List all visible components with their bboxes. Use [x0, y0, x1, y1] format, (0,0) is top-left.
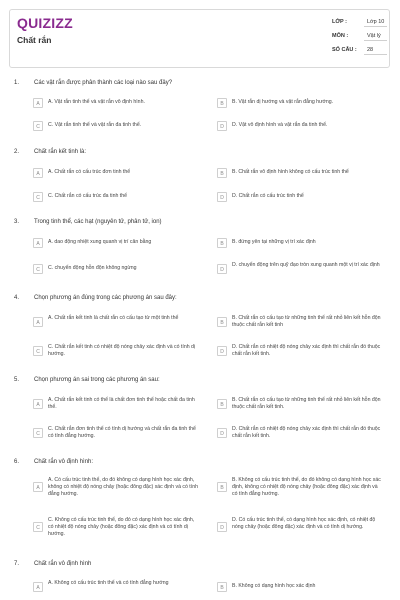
question-text: Các vật rắn được phân thành các loại nào sau đây? [34, 80, 173, 86]
option-badge: C [33, 522, 43, 532]
option-badge: D [217, 522, 227, 532]
option-text: D. chuyển động trên quỹ đạo tròn xung quanh một vị trí xác định [232, 262, 380, 268]
option-d[interactable] [217, 192, 389, 206]
question-number: 4. [14, 295, 20, 301]
option-a[interactable] [33, 168, 208, 182]
option-text: C. Không có cấu trúc tinh thể, do đó có dạng hình học xác định, có nhiệt độ nóng chảy (hoặc đông đặc) xác định và có tính dị hướng. [48, 517, 195, 537]
option-text: B. Không có dạng hình học xác định [232, 583, 316, 589]
option-badge: A [33, 317, 43, 327]
option-d[interactable] [217, 261, 389, 275]
question-text: Chất rắn vô định hình [34, 561, 92, 567]
option-text: A. Có cấu trúc tinh thể, do đó không có dạng hình học xác định, không có nhiệt độ nóng chảy (hoặc đông đặc) xác định và có tính đẳng hướng. [48, 477, 198, 497]
option-text: B. đứng yên tại những vị trí xác định [232, 239, 316, 245]
question-text: Chất rắn vô định hình: [34, 459, 94, 465]
option-d[interactable] [217, 425, 389, 439]
option-badge: A [33, 238, 43, 248]
option-text: C. Vật rắn tinh thể và vật rắn đa tinh thể. [48, 122, 142, 128]
option-d[interactable] [217, 121, 389, 135]
option-text: B. Không có cấu trúc tinh thể, do đó không có dạng hình học xác định, không có nhiệt độ nóng chảy (hoặc đông đặc) xác định và có tính đẳng hướng. [232, 477, 381, 497]
option-badge: B [217, 168, 227, 178]
option-badge: C [33, 346, 43, 356]
option-c[interactable] [33, 192, 208, 206]
option-text: C. chuyển động hỗn độn không ngừng [48, 265, 137, 271]
option-text: B. Chất rắn có cấu tạo từ những tinh thể rất nhỏ liên kết hỗn độn thuộc chất rắn kết tinh [232, 315, 381, 328]
option-badge: B [217, 582, 227, 592]
option-c[interactable] [33, 264, 208, 278]
option-badge: C [33, 192, 43, 202]
option-c[interactable] [33, 425, 208, 439]
option-badge: D [217, 346, 227, 356]
quizizz-logo: QUIZIZZ [17, 15, 73, 31]
option-badge: D [217, 264, 227, 274]
meta-subject-label: MÔN : [332, 33, 349, 39]
option-badge: A [33, 168, 43, 178]
option-badge: B [217, 317, 227, 327]
option-a[interactable] [33, 396, 208, 410]
option-badge: A [33, 399, 43, 409]
option-text: C. Chất rắn đơn tinh thể có tính dị hướng và chất rắn đa tinh thể có tính đẳng hướng. [48, 426, 196, 439]
option-b[interactable] [217, 396, 389, 410]
meta-grade-underline [364, 26, 387, 27]
option-a[interactable] [33, 98, 208, 112]
meta-grade-value: Lớp 10 [367, 19, 385, 25]
option-text: C. Chất rắn có cấu trúc đa tinh thể [48, 193, 128, 199]
question-number: 2. [14, 149, 20, 155]
option-badge: B [217, 98, 227, 108]
question-text: Chọn phương án đúng trong các phương án sau đây: [34, 295, 177, 301]
option-text: A. Vật rắn tinh thể và vật rắn vô định hình. [48, 99, 145, 105]
option-badge: B [217, 238, 227, 248]
option-text: D. Chất rắn có nhiệt độ nóng chảy xác định thì chất rắn đó thuộc chất rắn kết tinh. [232, 344, 381, 357]
option-badge: B [217, 482, 227, 492]
option-text: A. Không có cấu trúc tinh thể và có tính đẳng hướng [48, 580, 169, 586]
option-badge: C [33, 121, 43, 131]
option-b[interactable] [217, 476, 389, 497]
option-badge: C [33, 264, 43, 274]
option-text: A. Chất rắn có cấu trúc đơn tinh thể [48, 169, 131, 175]
option-b[interactable] [217, 168, 389, 182]
option-badge: C [33, 428, 43, 438]
option-c[interactable] [33, 343, 208, 357]
option-text: D. Vật vô định hình và vật rắn đa tinh thể. [232, 122, 328, 128]
option-d[interactable] [217, 516, 389, 530]
option-b[interactable] [217, 582, 389, 596]
option-text: D. Có cấu trúc tinh thể, có dạng hình học xác định, có nhiệt độ nóng chảy (hoặc đông đặc) xác định và có tính dị hướng. [232, 517, 376, 530]
question-text: Trong tinh thể, các hạt (nguyên tử, phân tử, ion) [34, 219, 162, 225]
meta-subject [332, 29, 387, 43]
meta-count-underline [364, 54, 387, 55]
worksheet-meta [332, 15, 387, 57]
option-badge: A [33, 482, 43, 492]
option-text: A. Chất rắn kết tinh là chất rắn có cấu tạo từ một tinh thể [48, 315, 179, 321]
option-d[interactable] [217, 343, 389, 357]
option-c[interactable] [33, 516, 208, 537]
option-text: C. Chất rắn kết tinh có nhiệt độ nóng chảy xác định và có tính dị hướng. [48, 344, 196, 357]
meta-count-label: SỐ CÂU : [332, 47, 357, 53]
option-c[interactable] [33, 121, 208, 135]
meta-question-count [332, 43, 387, 57]
option-badge: D [217, 192, 227, 202]
option-a[interactable] [33, 314, 208, 328]
option-badge: A [33, 98, 43, 108]
option-badge: A [33, 582, 43, 592]
option-badge: B [217, 399, 227, 409]
option-a[interactable] [33, 579, 208, 593]
question-text: Chọn phương án sai trong các phương án sau: [34, 377, 160, 383]
question-number: 6. [14, 459, 20, 465]
option-b[interactable] [217, 238, 389, 252]
option-text: A. dao động nhiệt xung quanh vị trí cân bằng [48, 239, 152, 245]
option-text: B. Vật rắn dị hướng và vật rắn đẳng hướng. [232, 99, 334, 105]
question-number: 5. [14, 377, 20, 383]
option-badge: D [217, 121, 227, 131]
option-text: D. Chất rắn có cấu trúc tinh thể [232, 193, 304, 199]
meta-grade-label: LỚP : [332, 19, 347, 25]
question-text: Chất rắn kết tinh là: [34, 149, 87, 155]
meta-subject-value: Vật lý [367, 33, 381, 39]
meta-grade [332, 15, 387, 29]
question-number: 3. [14, 219, 20, 225]
question-number: 7. [14, 561, 20, 567]
option-badge: D [217, 428, 227, 438]
option-text: A. Chất rắn kết tinh có thể là chất đơn tinh thể hoặc chất đa tinh thể. [48, 397, 195, 410]
meta-subject-underline [364, 40, 387, 41]
option-a[interactable] [33, 476, 208, 497]
question-number: 1. [14, 80, 20, 86]
option-b[interactable] [217, 314, 389, 328]
worksheet-header [9, 9, 390, 68]
option-a[interactable] [33, 238, 208, 252]
option-text: B. Chất rắn có cấu tạo từ những tinh thể rất nhỏ liên kết hỗn độn thuộc chất rắn kết tinh. [232, 397, 381, 410]
worksheet-title: Chất rắn [17, 35, 52, 45]
option-text: D. Chất rắn có nhiệt độ nóng chảy xác định thì chất rắn đó thuộc chất rắn kết tinh. [232, 426, 381, 439]
meta-count-value: 28 [367, 47, 374, 53]
option-text: B. Chất rắn vô định hình không có cấu trúc tinh thể [232, 169, 349, 175]
option-b[interactable] [217, 98, 389, 112]
